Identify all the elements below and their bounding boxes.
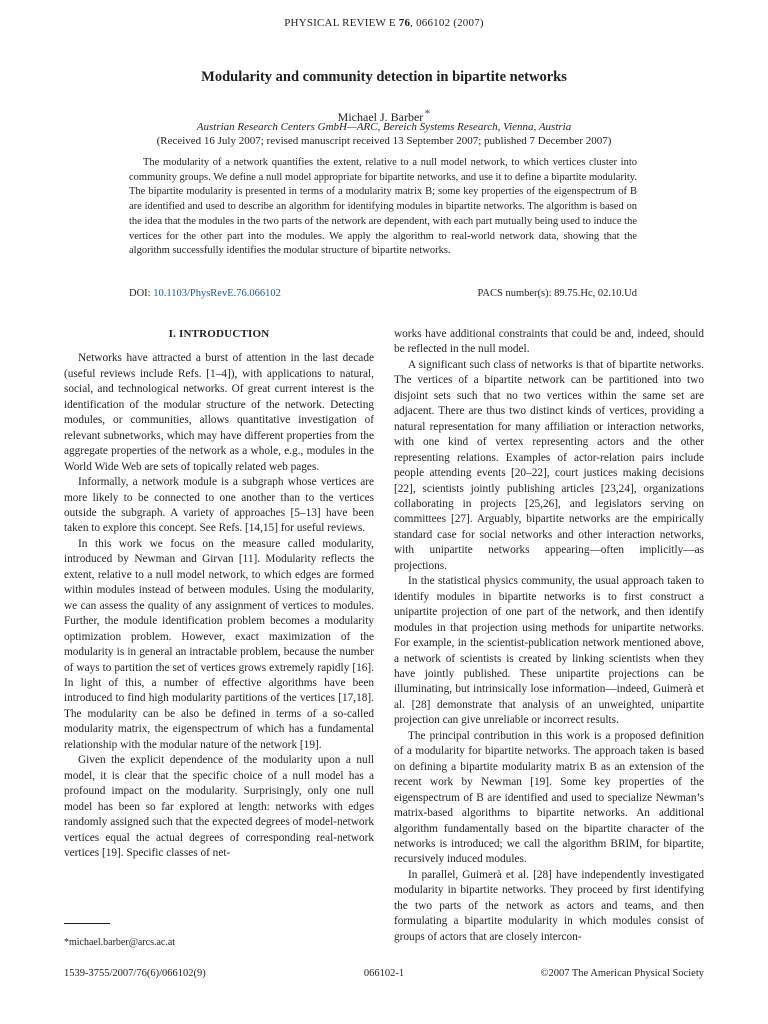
- paper-title: Modularity and community detection in bipartite networks: [201, 69, 567, 85]
- doi-label: DOI:: [129, 288, 154, 299]
- journal-header: [0, 17, 768, 29]
- paragraph: In the statistical physics community, the usual approach taken to identify modules in bipartite networks is to first construct a unipartite projection of one part of the network, and then identify modules in that projection using methods for unipartite networks. For example, in the scientist-publication network mentioned above, a network of scientists is created by linking scientists when they have jointly published. These unipartite projections can be illuminating, but intrinsically lose information—indeed, Guimerà et al. [28] demonstrate that analysis of an unweighted, unipartite projection can give unreliable or incorrect results.: [394, 575, 704, 727]
- doi-link[interactable]: 10.1103/PhysRevE.76.066102: [153, 288, 281, 299]
- footer-issn: 1539-3755/2007/76(6)/066102(9): [64, 968, 206, 979]
- paragraph: works have additional constraints that could be and, indeed, should be reflected in the null model.: [394, 328, 704, 356]
- right-column: [394, 327, 704, 945]
- paragraph: The principal contribution in this work is a proposed definition of a modularity for bipartite networks. The approach taken is based on defining a bipartite modularity matrix B as an extension of the recent work by Newman [19]. Some key properties of the eigenspectrum of B are identified and used to specialize Newman’s matrix-based algorithms to bipartite networks. An additional algorithm fundamentally based on the bipartite character of the networks is introduced; we call the algorithm BRIM, for bipartite, recursively induced modules.: [394, 729, 704, 866]
- paragraph: In parallel, Guimerà et al. [28] have independently investigated modularity in bipartite networks. They proceed by first identifying the two parts of the network as actors and teams, and then formulating a bipartite modularity in which modules consist of groups of actors that are closely intercon-: [394, 868, 704, 943]
- section-heading: I. INTRODUCTION: [168, 328, 270, 340]
- paragraph: Informally, a network module is a subgraph whose vertices are more likely to be connected to one another than to the vertices outside the subgraph. A variety of approaches [5–13] have been taken to explore this concept. See Refs. [14,15] for useful reviews.: [64, 476, 374, 535]
- journal-name: PHYSICAL REVIEW E: [284, 17, 396, 29]
- author-email-footnote: *michael.barber@arcs.ac.at: [64, 937, 176, 948]
- footer-page-number: 066102-1: [363, 968, 405, 979]
- left-column: [64, 327, 374, 861]
- author-footnote-link[interactable]: *: [424, 106, 431, 120]
- abstract-text: The modularity of a network quantifies the extent, relative to a null model network, to which vertices cluster into community groups. We define a null model appropriate for bipartite networks, and use it to define a bipartite modularity. The bipartite modularity is presented in terms of a modularity matrix B; some key properties of the eigenspectrum of B are identified and used to describe an algorithm for identifying modules in bipartite networks. The algorithm is based on the idea that the modules in the two parts of the network are dependent, with each part mutually being used to induce the vertices for the other part into the modules. We apply the algorithm to real-world network data, showing that the algorithm successfully identifies the modular structure of bipartite networks.: [129, 157, 637, 257]
- paragraph: In this work we focus on the measure called modularity, introduced by Newman and Girvan [11]. Modularity reflects the extent, relative to a null model network, to which edges are formed within modules instead of between modules. Using the modularity, we can assess the quality of any assignment of vertices to modules. Further, the module identification problem becomes a modularity optimization problem. However, exact maximization of the modularity is in general an intractable problem, because the number of ways to partition the set of vertices grows extremely rapidly [16]. In light of this, a number of effective algorithms have been introduced to find high modularity partitions of the vertices [17,18]. The modularity can be also be defined in terms of a so-called modularity matrix, the eigenspectrum of which has a fundamental relationship with the modular nature of the network [19].: [64, 537, 374, 751]
- author-name: Michael J. Barber: [337, 110, 424, 124]
- received-dates: (Received 16 July 2007; revised manuscript received 13 September 2007; published 7 December 2007): [156, 135, 612, 147]
- footer-copyright: ©2007 The American Physical Society: [540, 968, 704, 979]
- paragraph: A significant such class of networks is that of bipartite networks. The vertices of a bipartite network can be partitioned into two disjoint sets such that no two vertices within the same set are adjacent. There are thus two distinct kinds of vertices, providing a natural representation for many affiliation or interaction networks, with one kind of vertex representing actors and the other representing relations. Examples of actor-relation pairs include people attending events [20–22], court justices making decisions [22], scientists jointly publishing articles [23,24], organizations collaborating in projects [25,26], and legislators serving on committees [27]. Arguably, bipartite networks are the empirically standard case for social networks and other interaction networks, with unipartite networks appearing—often implicitly—as projections.: [394, 358, 704, 572]
- doi: [129, 288, 281, 299]
- paragraph: Given the explicit dependence of the modularity upon a null model, it is clear that the specific choice of a null model has a profound impact on the modularity. Surprisingly, only one null model has been so far explored at length: networks with edges randomly assigned such that the expected degrees of model-network vertices equal the actual degrees of corresponding real-network vertices [19]. Specific classes of net-: [64, 754, 374, 859]
- paragraph: Networks have attracted a burst of attention in the last decade (useful reviews include Refs. [1–4]), with applications to natural, social, and technological networks. Of great current interest is the identification of the modular structure of the network. Detecting modules, or communities, allows quantitative investigation of relevant subnetworks, which may have different properties from the aggregate properties of the network as a whole, e.g., modules in the World Wide Web are sets of topically related web pages.: [64, 352, 374, 473]
- pacs-numbers: PACS number(s): 89.75.Hc, 02.10.Ud: [477, 288, 637, 299]
- affiliation: Austrian Research Centers GmbH—ARC, Bereich Systems Research, Vienna, Austria: [196, 121, 572, 133]
- journal-article: , 066102 (2007): [410, 17, 484, 29]
- footnote-rule: [64, 923, 110, 924]
- abstract: [129, 156, 637, 259]
- journal-volume: 76: [398, 17, 411, 29]
